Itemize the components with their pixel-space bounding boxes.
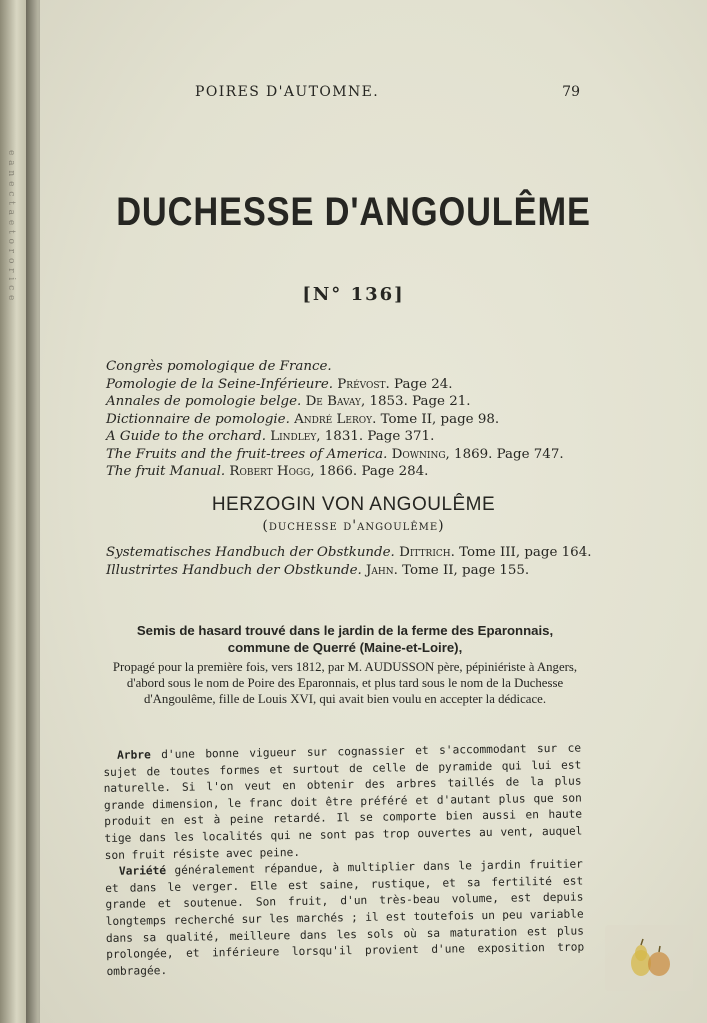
- reference-item: Annales de pomologie belge. De Bavay, 1853. Page 21.: [106, 394, 471, 409]
- reference-item: A Guide to the orchard. Lindley, 1831. Page 371.: [106, 429, 435, 444]
- variete-text: généralement répandue, à multiplier dans le jardin fruitier et dans le verger. Elle est saine, rustique, et sa fertilité est grande et soutenue. Son fruit, d'un très-beau volume, est depuis longtemps recherché sur les marchés ; il est toutefois un peu variable dans sa qualité, meilleure dans les sols où sa maturation est plus prolongée, et inférieure lorsqu'il provient d'une exposition trop ombragée.: [105, 857, 585, 978]
- origin-text: [95, 659, 595, 707]
- reference-item: Congrès pomologique de France.: [106, 359, 332, 374]
- origin-text-line: d'abord sous le nom de Poire des Eparonnais, et plus tard sous le nom de la Duchesse: [126, 676, 564, 690]
- arbre-label: Arbre: [117, 748, 151, 762]
- page-number: 79: [562, 84, 580, 100]
- variete-label: Variété: [118, 864, 167, 878]
- origin-title-line: commune de Querré (Maine-et-Loire),: [227, 640, 463, 655]
- german-references-list: [106, 544, 626, 579]
- arbre-text: d'une bonne vigueur sur cognassier et s'accommodant sur ce sujet de toutes formes et surtout de celle de pyramide qui lui est naturelle. Si l'on veut en obtenir des arbres taillés de la plus grande dimension, le franc doit être préféré et d'autant plus que son produit en est à peine retardé. Il se comporte bien aussi en haute tige dans les localités qui ne sont pas trop ouvertes au vent, auquel son fruit résiste avec peine.: [103, 741, 583, 862]
- origin-text-line: d'Angoulême, fille de Louis XVI, qui avait bien voulu en accepter la dédicace.: [143, 692, 547, 706]
- running-head: POIRES D'AUTOMNE.: [195, 84, 380, 100]
- origin-section: [95, 622, 595, 707]
- origin-text-line: Propagé pour la première fois, vers 1812, par M. AUDUSSON père, pépiniériste à Angers,: [112, 660, 578, 674]
- arbre-paragraph: [103, 740, 583, 864]
- pear-icon: [619, 931, 679, 985]
- references-list: [106, 358, 606, 481]
- reference-item: Pomologie de la Seine-Inférieure. Prévost. Page 24.: [106, 376, 453, 392]
- watermark-logo: [605, 925, 693, 991]
- variete-paragraph: [105, 857, 585, 981]
- description-body: [103, 740, 585, 980]
- reference-item: The Fruits and the fruit-trees of America. Downing, 1869. Page 747.: [106, 446, 564, 462]
- reference-item: The fruit Manual. Robert Hogg, 1866. Page 284.: [106, 464, 429, 479]
- reference-item: Illustrirtes Handbuch der Obstkunde. Jahn. Tome II, page 155.: [106, 562, 530, 578]
- reference-item: Systematisches Handbuch der Obstkunde. Dittrich. Tome III, page 164.: [106, 545, 592, 560]
- reference-item: Dictionnaire de pomologie. André Leroy. Tome II, page 98.: [106, 411, 500, 427]
- page-title: DUCHESSE D'ANGOULÊME: [116, 190, 591, 234]
- variety-number: [N° 136]: [302, 284, 405, 305]
- page-header: [195, 84, 580, 104]
- origin-title-line: Semis de hasard trouvé dans le jardin de la ferme des Eparonnais,: [136, 623, 554, 638]
- german-subtitle: (duchesse d'angoulême): [262, 518, 445, 534]
- german-title: HERZOGIN VON ANGOULÊME: [211, 494, 496, 515]
- facing-page-text: e a n e c t a e t o r o r i c e: [6, 150, 16, 302]
